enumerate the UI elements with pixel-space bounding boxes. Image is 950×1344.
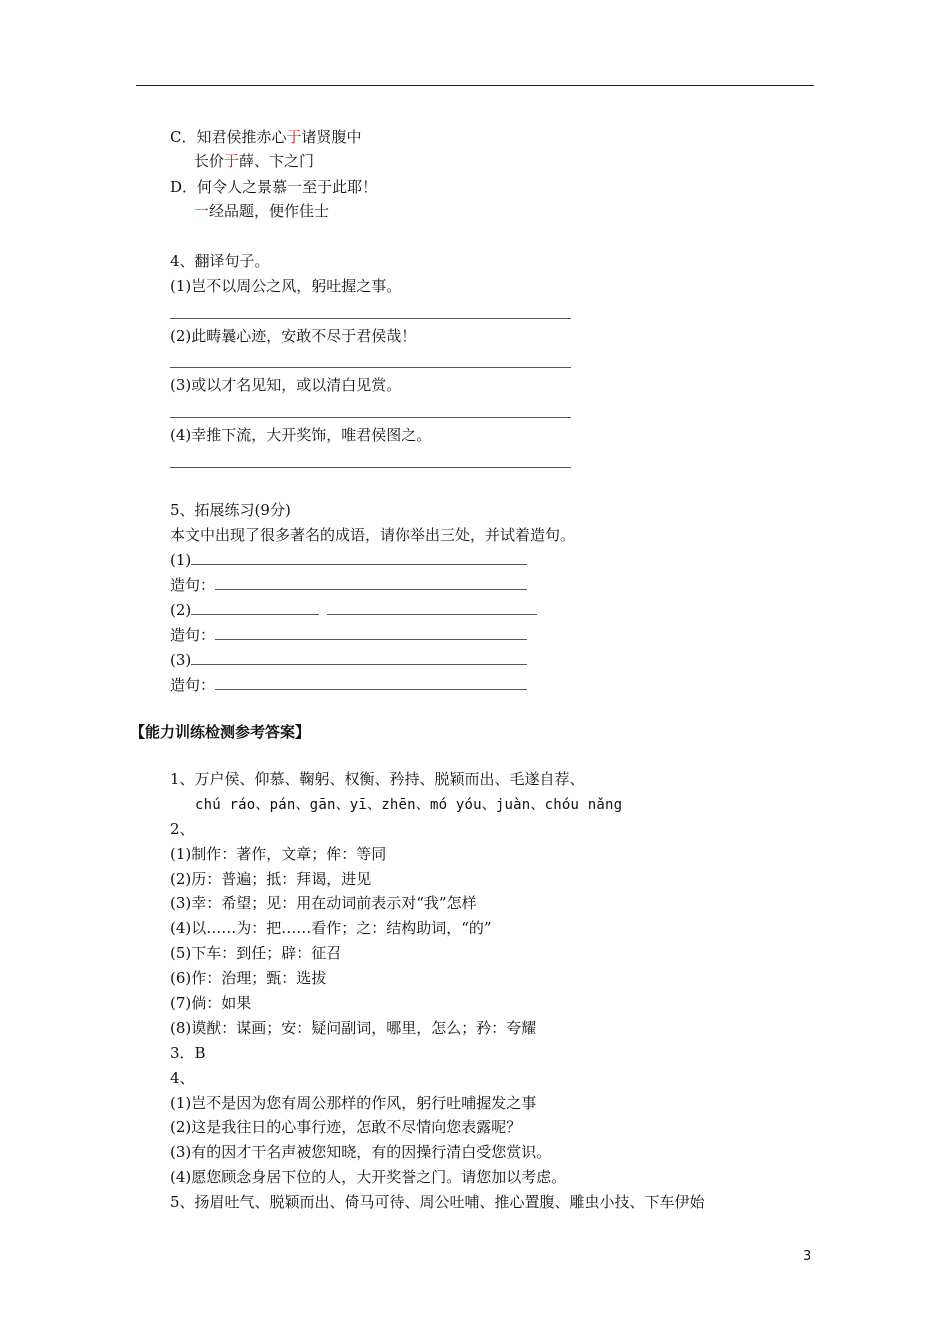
highlighted-word: 于 bbox=[224, 152, 240, 170]
q5-item-1: (1) bbox=[170, 550, 527, 570]
answer-blank-line[interactable] bbox=[191, 550, 527, 565]
answer-2-item: (3)幸：希望；见：用在动词前表示对“我”怎样 bbox=[170, 894, 477, 912]
answer-2: 2、 bbox=[170, 820, 195, 838]
q5-item-3: (3) bbox=[170, 650, 527, 670]
q4-item-3: (3)或以才名见知，或以清白见赏。 bbox=[170, 376, 402, 394]
answer-1-pinyin: chú ráo、pán、gān、yī、zhēn、mó yóu、juàn、chóu nǎng bbox=[195, 797, 623, 813]
answer-2-item: (8)谟猷：谋画；安：疑问副词，哪里，怎么；矜：夸耀 bbox=[170, 1019, 537, 1037]
answer-4: 4、 bbox=[170, 1069, 195, 1087]
q5-sentence-3: 造句： bbox=[170, 675, 527, 695]
header-rule bbox=[136, 85, 814, 86]
q5-sentence-2: 造句： bbox=[170, 625, 527, 645]
q5-item-2: (2) bbox=[170, 600, 537, 620]
answer-blank-line[interactable] bbox=[215, 575, 527, 590]
answer-blank-line[interactable] bbox=[191, 600, 319, 615]
q5-sentence-1: 造句： bbox=[170, 575, 527, 595]
q4-title: 4、翻译句子。 bbox=[170, 252, 270, 270]
answer-blank-line[interactable] bbox=[327, 600, 537, 615]
q4-item-2: (2)此畴曩心迹，安敢不尽于君侯哉！ bbox=[170, 327, 417, 345]
q3-option-c-line2: 长价于薛、卞之门 bbox=[194, 152, 315, 170]
answer-4-item: (2)这是我往日的心事行迹，怎敢不尽情向您表露呢？ bbox=[170, 1118, 522, 1136]
answer-4-item: (4)愿您顾念身居下位的人，大开奖誉之门。请您加以考虑。 bbox=[170, 1168, 567, 1186]
answer-blank-line[interactable] bbox=[215, 675, 527, 690]
q5-instruction: 本文中出现了很多著名的成语，请你举出三处，并试着造句。 bbox=[170, 526, 576, 544]
answer-blank-line[interactable] bbox=[215, 625, 527, 640]
q5-title: 5、拓展练习(9分) bbox=[170, 501, 291, 519]
answer-blank-line[interactable] bbox=[170, 367, 571, 368]
answer-blank-line[interactable] bbox=[191, 650, 527, 665]
answer-5: 5、扬眉吐气、脱颖而出、倚马可待、周公吐哺、推心置腹、雕虫小技、下车伊始 bbox=[170, 1193, 705, 1211]
answer-blank-line[interactable] bbox=[170, 417, 571, 418]
answer-2-item: (1)制作：著作，文章；侔：等同 bbox=[170, 845, 387, 863]
highlighted-word: 一 bbox=[287, 178, 303, 196]
q4-item-1: (1)岂不以周公之风，躬吐握之事。 bbox=[170, 277, 402, 295]
answer-1: 1、万户侯、仰慕、鞠躬、权衡、矜持、脱颖而出、毛遂自荐、 bbox=[170, 770, 585, 788]
q3-option-c-line1: C．知君侯推赤心于诸贤腹中 bbox=[170, 128, 362, 146]
q3-option-d-line1: D．何令人之景慕一至于此耶！ bbox=[170, 178, 378, 196]
q3-option-d-line2: 一经品题，便作佳士 bbox=[194, 202, 330, 220]
answer-2-item: (5)下车：到任；辟：征召 bbox=[170, 944, 342, 962]
answer-2-item: (6)作：治理；甄：选拔 bbox=[170, 969, 327, 987]
highlighted-word: 于 bbox=[286, 128, 302, 146]
highlighted-word: 一 bbox=[194, 202, 210, 220]
answer-blank-line[interactable] bbox=[170, 467, 571, 468]
answer-4-item: (1)岂不是因为您有周公那样的作风，躬行吐哺握发之事 bbox=[170, 1094, 537, 1112]
q4-item-4: (4)幸推下流，大开奖饰，唯君侯图之。 bbox=[170, 426, 432, 444]
page-number: 3 bbox=[803, 1249, 812, 1264]
answer-4-item: (3)有的因才干名声被您知晓，有的因操行清白受您赏识。 bbox=[170, 1143, 552, 1161]
answer-blank-line[interactable] bbox=[170, 318, 571, 319]
answer-2-item: (2)历：普遍；抵：拜谒，进见 bbox=[170, 870, 372, 888]
answer-2-item: (4)以……为：把……看作；之：结构助词，“的” bbox=[170, 919, 492, 937]
answers-heading: 【能力训练检测参考答案】 bbox=[130, 723, 311, 741]
answer-2-item: (7)倘：如果 bbox=[170, 994, 252, 1012]
answer-3: 3．B bbox=[170, 1044, 206, 1062]
